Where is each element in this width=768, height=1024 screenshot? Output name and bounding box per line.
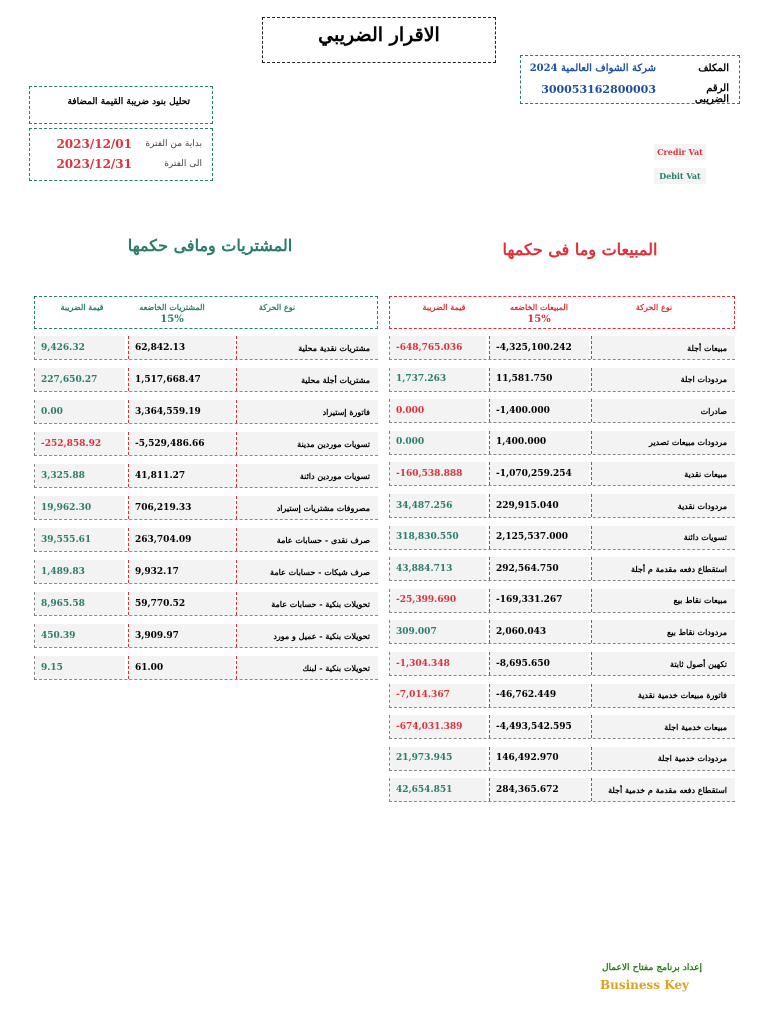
- sales-transaction-type-cell: مبيعات خدمية اجلة: [591, 715, 735, 738]
- purchases-tax-value-cell: 19,962.30: [35, 496, 125, 519]
- sales-transaction-type-cell: مردودات مبيعات تصدير: [591, 431, 735, 454]
- sales-transaction-type-cell: تكهين أصول ثابتة: [591, 652, 735, 675]
- sales-row: [389, 336, 735, 360]
- sales-taxable-value-cell: 11,581.750: [489, 368, 589, 391]
- sales-transaction-type-cell: مبيعات نقدية: [591, 462, 735, 485]
- purchases-taxable-value-cell: 9,932.17: [128, 560, 234, 583]
- purchases-tax-value-cell: 3,325.88: [35, 464, 125, 487]
- purchases-row: [34, 336, 378, 360]
- sales-section-title: المبيعات وما فى حكمها: [502, 240, 658, 259]
- purchases-taxable-value-cell: -5,529,486.66: [128, 432, 234, 455]
- purchases-tax-value-cell: 8,965.58: [35, 592, 125, 615]
- sales-header-taxable: المبيعات الخاضعه: [510, 302, 568, 312]
- sales-transaction-type-cell: صادرات: [591, 399, 735, 422]
- purchases-tax-value-cell: 450.39: [35, 624, 125, 647]
- sales-table-header: [389, 296, 735, 329]
- sales-taxable-value-cell: 146,492.970: [489, 747, 589, 770]
- sales-row: [389, 462, 735, 486]
- sales-taxable-value-cell: -1,400.000: [489, 399, 589, 422]
- purchases-row: [34, 496, 378, 520]
- purchases-taxable-value-cell: 263,704.09: [128, 528, 234, 551]
- purchases-header-tax: قيمة الضريبة: [60, 302, 104, 312]
- brand-name: Business Key: [600, 978, 690, 992]
- sales-transaction-type-cell: مبيعات أجلة: [591, 336, 735, 359]
- sales-taxable-value-cell: -8,695.650: [489, 652, 589, 675]
- period-to-value: 2023/12/31: [56, 157, 132, 171]
- sales-taxable-value-cell: 2,060.043: [489, 620, 589, 643]
- sales-transaction-type-cell: مردودات نقاط بيع: [591, 620, 735, 643]
- sales-transaction-type-cell: استقطاع دفعه مقدمة م خدمية أجلة: [591, 778, 735, 801]
- taxpayer-label: المكلف: [698, 63, 729, 74]
- sales-transaction-type-cell: فاتورة مبيعات خدمية نقدية: [591, 684, 735, 707]
- purchases-row: [34, 432, 378, 456]
- purchases-row: [34, 592, 378, 616]
- sales-taxable-value-cell: -169,331.267: [489, 589, 589, 612]
- purchases-row: [34, 400, 378, 424]
- sales-tax-value-cell: -25,399.690: [390, 589, 486, 612]
- purchases-row: [34, 656, 378, 680]
- sales-tax-value-cell: 0.000: [390, 431, 486, 454]
- sales-tax-value-cell: 34,487.256: [390, 494, 486, 517]
- sales-tax-value-cell: -1,304.348: [390, 652, 486, 675]
- purchases-transaction-type-cell: مصروفات مشتريات إستيراد: [236, 496, 378, 519]
- purchases-taxable-value-cell: 3,909.97: [128, 624, 234, 647]
- purchases-transaction-type-cell: صرف شيكات - حسابات عامة: [236, 560, 378, 583]
- sales-row: [389, 684, 735, 708]
- purchases-row: [34, 624, 378, 648]
- tax-number-label: الرقم الضريبى: [694, 83, 729, 105]
- sales-tax-value-cell: 42,654.851: [390, 778, 486, 801]
- period-box: [29, 128, 213, 181]
- purchases-transaction-type-cell: صرف نقدى - حسابات عامة: [236, 528, 378, 551]
- purchases-transaction-type-cell: فاتورة إستيراد: [236, 400, 378, 423]
- sales-row: [389, 778, 735, 802]
- purchases-tax-value-cell: 9.15: [35, 656, 125, 679]
- tax-number-value: 300053162800003: [541, 83, 656, 96]
- sales-row: [389, 494, 735, 518]
- purchases-transaction-type-cell: مشتريات نقدية محلية: [236, 336, 378, 359]
- purchases-tax-value-cell: 39,555.61: [35, 528, 125, 551]
- purchases-taxable-value-cell: 41,811.27: [128, 464, 234, 487]
- sales-transaction-type-cell: مردودات نقدية: [591, 494, 735, 517]
- sales-transaction-type-cell: مردودات خدمية اجلة: [591, 747, 735, 770]
- purchases-header-rate: 15%: [160, 314, 184, 325]
- sales-row: [389, 715, 735, 739]
- period-from-label: بداية من الفترة: [145, 139, 202, 149]
- sales-row: [389, 652, 735, 676]
- sales-row: [389, 526, 735, 550]
- sales-transaction-type-cell: مبيعات نقاط بيع: [591, 589, 735, 612]
- purchases-transaction-type-cell: تسويات موردين دائنة: [236, 464, 378, 487]
- debit-vat-label: Debit Vat: [654, 168, 706, 184]
- sales-tax-value-cell: 1,737.263: [390, 368, 486, 391]
- sales-row: [389, 620, 735, 644]
- sales-transaction-type-cell: تسويات دائنة: [591, 526, 735, 549]
- purchases-transaction-type-cell: مشتريات أجلة محلية: [236, 368, 378, 391]
- sales-header-type: نوع الحركة: [635, 302, 673, 312]
- sales-tax-value-cell: -674,031.389: [390, 715, 486, 738]
- sales-tax-value-cell: -648,765.036: [390, 336, 486, 359]
- sales-taxable-value-cell: 284,365.672: [489, 778, 589, 801]
- sales-tax-value-cell: 318,830.550: [390, 526, 486, 549]
- company-info-box: [520, 55, 740, 104]
- prepared-by-text: إعداد برنامج مفتاح الاعمال: [602, 963, 702, 973]
- purchases-tax-value-cell: 9,426.32: [35, 336, 125, 359]
- period-from-value: 2023/12/01: [56, 137, 132, 151]
- sales-taxable-value-cell: 229,915.040: [489, 494, 589, 517]
- purchases-tax-value-cell: 227,650.27: [35, 368, 125, 391]
- sales-tax-value-cell: 0.000: [390, 399, 486, 422]
- purchases-table-header: [34, 296, 378, 329]
- sales-row: [389, 399, 735, 423]
- purchases-taxable-value-cell: 3,364,559.19: [128, 400, 234, 423]
- taxpayer-value: شركة الشواف العالمية 2024: [529, 63, 656, 74]
- page-title: الاقرار الضريبي: [262, 17, 496, 63]
- sales-taxable-value-cell: -4,325,100.242: [489, 336, 589, 359]
- purchases-transaction-type-cell: تحويلات بنكية - حسابات عامة: [236, 592, 378, 615]
- purchases-tax-value-cell: 0.00: [35, 400, 125, 423]
- sales-row: [389, 368, 735, 392]
- sales-header-rate: 15%: [527, 314, 551, 325]
- sales-tax-value-cell: 43,884.713: [390, 557, 486, 580]
- sales-transaction-type-cell: مردودات اجلة: [591, 368, 735, 391]
- sales-row: [389, 589, 735, 613]
- purchases-tax-value-cell: 1,489.83: [35, 560, 125, 583]
- purchases-header-taxable: المشتريات الخاضعه: [139, 302, 205, 312]
- purchases-header-type: نوع الحركة: [258, 302, 296, 312]
- purchases-taxable-value-cell: 706,219.33: [128, 496, 234, 519]
- credit-vat-label: Credir Vat: [654, 144, 706, 160]
- purchases-tax-value-cell: -252,858.92: [35, 432, 125, 455]
- sales-tax-value-cell: -160,538.888: [390, 462, 486, 485]
- sales-taxable-value-cell: 2,125,537.000: [489, 526, 589, 549]
- purchases-taxable-value-cell: 1,517,668.47: [128, 368, 234, 391]
- purchases-row: [34, 560, 378, 584]
- sales-taxable-value-cell: -4,493,542.595: [489, 715, 589, 738]
- sales-header-tax: قيمة الضريبة: [422, 302, 466, 312]
- sales-row: [389, 431, 735, 455]
- analysis-title: تحليل بنود ضريبة القيمة المضافة: [29, 86, 213, 124]
- sales-row: [389, 557, 735, 581]
- sales-row: [389, 747, 735, 771]
- purchases-transaction-type-cell: تحويلات بنكية - لبنك: [236, 656, 378, 679]
- sales-taxable-value-cell: -46,762.449: [489, 684, 589, 707]
- purchases-row: [34, 368, 378, 392]
- sales-tax-value-cell: -7,014.367: [390, 684, 486, 707]
- purchases-taxable-value-cell: 59,770.52: [128, 592, 234, 615]
- sales-tax-value-cell: 309.007: [390, 620, 486, 643]
- purchases-taxable-value-cell: 62,842.13: [128, 336, 234, 359]
- sales-taxable-value-cell: -1,070,259.254: [489, 462, 589, 485]
- purchases-section-title: المشتريات ومافى حكمها: [127, 236, 293, 255]
- sales-taxable-value-cell: 292,564.750: [489, 557, 589, 580]
- sales-taxable-value-cell: 1,400.000: [489, 431, 589, 454]
- purchases-row: [34, 464, 378, 488]
- sales-transaction-type-cell: استقطاع دفعه مقدمة م أجلة: [591, 557, 735, 580]
- sales-tax-value-cell: 21,973.945: [390, 747, 486, 770]
- purchases-transaction-type-cell: تحويلات بنكية - عميل و مورد: [236, 624, 378, 647]
- purchases-transaction-type-cell: تسويات موردين مدينة: [236, 432, 378, 455]
- purchases-row: [34, 528, 378, 552]
- purchases-taxable-value-cell: 61.00: [128, 656, 234, 679]
- period-to-label: الى الفترة: [164, 159, 202, 169]
